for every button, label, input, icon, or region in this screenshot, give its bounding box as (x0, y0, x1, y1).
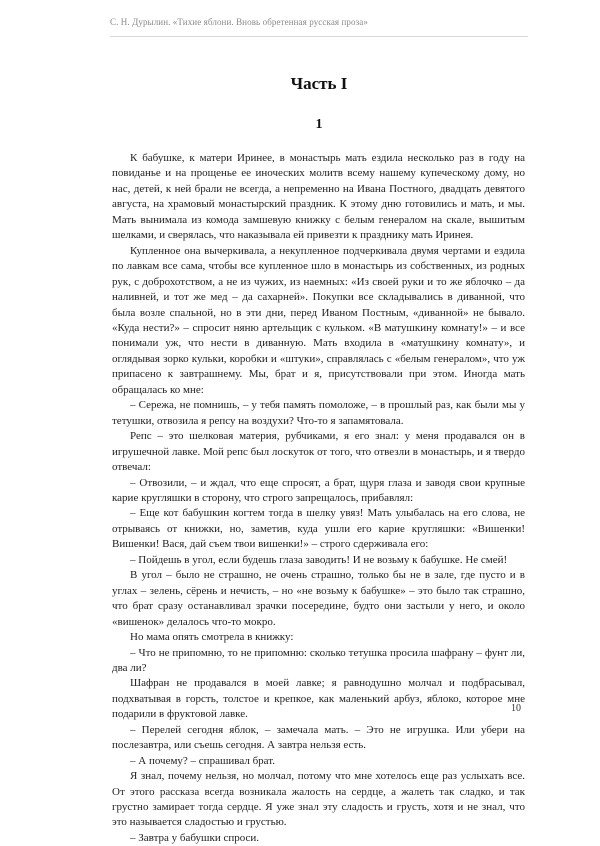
running-header: С. Н. Дурылин. «Тихие яблони. Вновь обретенная русская проза» (110, 17, 368, 27)
paragraph: Шафран не продавался в моей лавке; я равнодушно молчал и подбрасывал, подхватывая в горсть, толстое и крепкое, как маленький арбуз, яблоко, которое мне подарили в фруктовой лавке. (112, 677, 525, 721)
paragraph: – Еще кот бабушкин когтем тогда в шелку увяз! Мать улыбалась на его слова, не отрываясь от книжки, но, заметив, куда ушли его карие кругляшки: «Вишенки! Вишенки! Вася, дай съем твои вишенки!» – строго сдерживала его: (112, 507, 525, 551)
paragraph: Купленное она вычеркивала, а некупленное подчеркивала двумя чертами и ездила по лавкам все сама, чтобы все купленное шло в монастырь из собственных, из родных рук, с доброхотством, а не из чужих, из наемных: «Из своей руки и то же яблочко – да наливней, и тот же мед – да сахарней». Покупки все складывались в диванной, что была возле спальной, но в эти дни, перед Иваном Постным, «диванной» не бывало. «Куда нести?» – спросит няню артельщик с кульком. «В матушкину комнату!» – и все понимали уж, что нести в диванную. Мать входила в «матушкину комнату», и оглядывая зорко кульки, коробки и «штуки», справлялась с «белым генералом», что уж припасено к завтрашнему. Мы, брат и я, присутствовали при этом. Иногда мать обращалась ко мне: (112, 244, 525, 396)
paragraph: Репс – это шелковая материя, рубчиками, я его знал: у меня продавался он в игрушечной лавке. Мой репс был лоскуток от того, что отвезли в монастырь, и я твердо отвечал: (112, 430, 525, 474)
paragraph: – Перелей сегодня яблок, – замечала мать. – Это не игрушка. Или убери на послезавтра, или съешь сегодня. А завтра нельзя есть. (112, 723, 525, 752)
paragraph: – Отвозили, – и ждал, что еще спросят, а брат, щуря глаза и заводя свои крупные карие кругляшки в сторону, что строго запрещалось, прибавлял: (112, 476, 525, 504)
paragraph: Я знал, почему нельзя, но молчал, потому что мне хотелось еще раз услыхать все. От этого рассказа всегда возникала жалость на сердце, а жалеть так сладко, и так грустно замирает тогда сердце. Я уже знал эту сладость и грусть, хотя и не знал, что это называется сладостью и грустью. (112, 770, 525, 829)
paragraph: – Сережа, не помнишь, – у тебя память помоложе, – в прошлый раз, как были мы у тетушки, отвозила я репсу на воздухи? Что-то я запамятовала. (112, 399, 525, 427)
part-title: Часть I (290, 74, 348, 93)
paragraph: – Пойдешь в угол, если будешь глаза заводить! И не возьму к бабушке. Не смей! (130, 553, 508, 566)
paragraph: – Что не припомню, то не припомню: сколько тетушка просила шафрану – фунт ли, два ли? (112, 646, 525, 674)
paragraph: – А почему? – спрашивал брат. (130, 754, 276, 767)
paragraph: В угол – было не страшно, не очень страшно, только бы не в зале, где пусто и в углах – зелень, сёрень и нечисть, – но «не возьму к бабушке» – это было так страшно, что брат сразу останавливал зрачки посередине, будто они застыли у него, и около «вишенок» делалось что-то мокро. (112, 569, 525, 628)
header-divider (110, 36, 528, 37)
body-text (112, 151, 525, 846)
paragraph: К бабушке, к матери Иринее, в монастырь мать ездила несколько раз в году на повиданье и на прощенье ее иноческих молитв всему нашему купеческому дому, но нас, детей, к ней брали не всегда, а непременно на Ивана Постного, двадцать девятого августа, на храмовый монастырский праздник. К этому дню готовились и мать, и мы. Мать вынимала из комода замшевую книжку с белым генералом на скале, вышитым шелками, и сверялась, что наказывала ей привезти к празднику мать Иринея. (112, 152, 525, 242)
chapter-number: 1 (315, 117, 323, 132)
paragraph: – Завтра у бабушки спроси. (130, 831, 260, 844)
paragraph: Но мама опять смотрела в книжку: (130, 631, 294, 644)
page-number: 10 (511, 703, 521, 714)
